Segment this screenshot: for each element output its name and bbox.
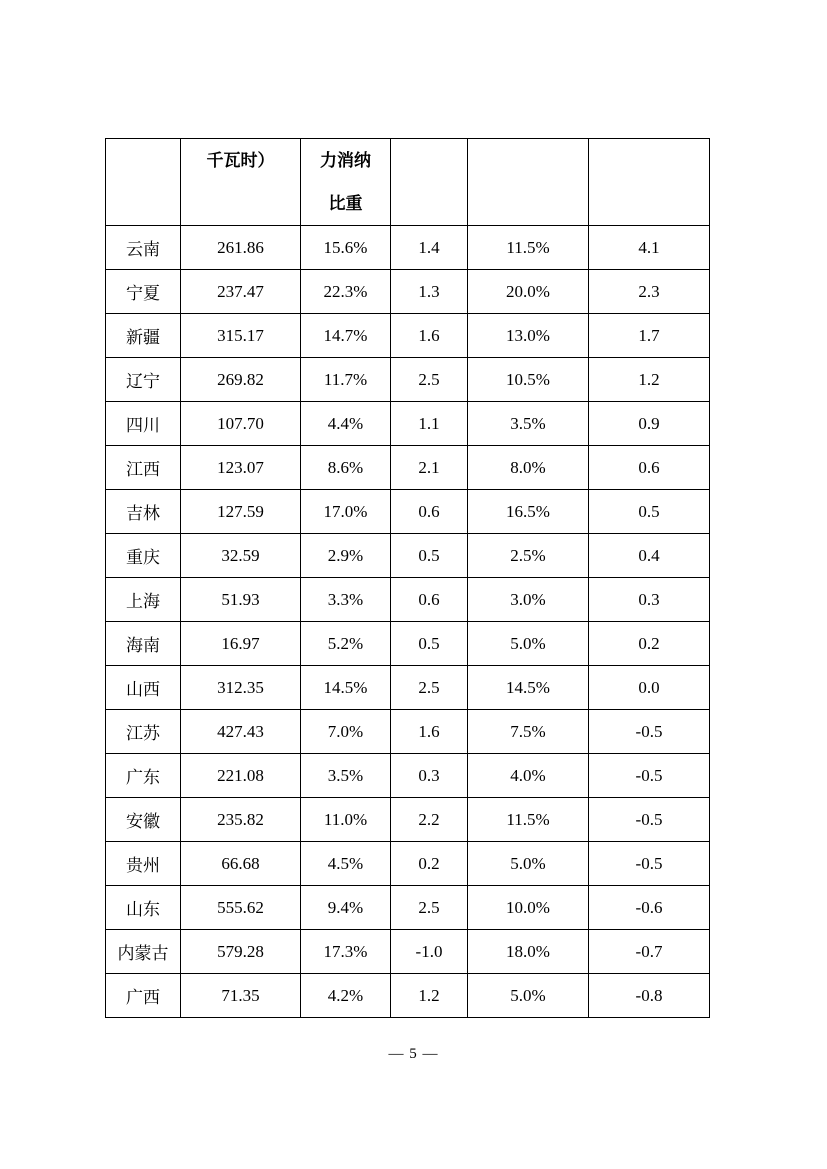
value-cell: 17.0%	[301, 490, 391, 534]
table-row	[106, 358, 710, 402]
value-cell: 5.0%	[468, 842, 589, 886]
value-cell: 123.07	[181, 446, 301, 490]
value-cell: 3.5%	[301, 754, 391, 798]
value-cell: 2.5	[391, 358, 468, 402]
value-cell: 4.2%	[301, 974, 391, 1018]
value-cell: 7.0%	[301, 710, 391, 754]
value-cell: 0.5	[391, 622, 468, 666]
header-line	[106, 139, 180, 182]
value-cell: 237.47	[181, 270, 301, 314]
data-table	[105, 138, 710, 1018]
header-cell	[301, 139, 391, 226]
value-cell: 71.35	[181, 974, 301, 1018]
province-cell: 江苏	[106, 710, 181, 754]
value-cell: 1.6	[391, 314, 468, 358]
province-cell: 海南	[106, 622, 181, 666]
table-row	[106, 314, 710, 358]
value-cell: 11.5%	[468, 798, 589, 842]
table-row	[106, 446, 710, 490]
province-cell: 安徽	[106, 798, 181, 842]
province-cell: 云南	[106, 226, 181, 270]
value-cell: 2.3	[589, 270, 710, 314]
table-row	[106, 270, 710, 314]
value-cell: 2.9%	[301, 534, 391, 578]
value-cell: 261.86	[181, 226, 301, 270]
page-number: — 5 —	[388, 1046, 439, 1062]
header-line	[468, 139, 588, 182]
table-row	[106, 710, 710, 754]
province-cell: 重庆	[106, 534, 181, 578]
province-cell: 广西	[106, 974, 181, 1018]
value-cell: 0.9	[589, 402, 710, 446]
value-cell: 8.6%	[301, 446, 391, 490]
value-cell: 427.43	[181, 710, 301, 754]
value-cell: 4.4%	[301, 402, 391, 446]
header-line	[181, 182, 300, 225]
value-cell: 2.5	[391, 886, 468, 930]
header-cell	[468, 139, 589, 226]
value-cell: -0.8	[589, 974, 710, 1018]
value-cell: -0.5	[589, 710, 710, 754]
value-cell: 0.0	[589, 666, 710, 710]
value-cell: 312.35	[181, 666, 301, 710]
value-cell: 315.17	[181, 314, 301, 358]
value-cell: 18.0%	[468, 930, 589, 974]
header-line	[589, 182, 709, 225]
table-header	[106, 139, 710, 226]
province-cell: 宁夏	[106, 270, 181, 314]
value-cell: 0.6	[391, 578, 468, 622]
value-cell: 579.28	[181, 930, 301, 974]
table-row	[106, 798, 710, 842]
value-cell: -1.0	[391, 930, 468, 974]
province-cell: 山西	[106, 666, 181, 710]
value-cell: 0.2	[589, 622, 710, 666]
table-row	[106, 974, 710, 1018]
province-cell: 江西	[106, 446, 181, 490]
value-cell: 2.1	[391, 446, 468, 490]
value-cell: 5.0%	[468, 622, 589, 666]
value-cell: 17.3%	[301, 930, 391, 974]
value-cell: 127.59	[181, 490, 301, 534]
value-cell: 10.5%	[468, 358, 589, 402]
value-cell: 0.2	[391, 842, 468, 886]
table-row	[106, 402, 710, 446]
table-row	[106, 930, 710, 974]
value-cell: 16.97	[181, 622, 301, 666]
value-cell: 5.2%	[301, 622, 391, 666]
header-cell	[589, 139, 710, 226]
value-cell: -0.5	[589, 754, 710, 798]
value-cell: -0.5	[589, 798, 710, 842]
value-cell: 14.7%	[301, 314, 391, 358]
header-line	[391, 139, 467, 182]
value-cell: 13.0%	[468, 314, 589, 358]
header-line: 千瓦时）	[206, 151, 275, 170]
value-cell: 11.7%	[301, 358, 391, 402]
value-cell: 0.5	[589, 490, 710, 534]
value-cell: 555.62	[181, 886, 301, 930]
value-cell: 8.0%	[468, 446, 589, 490]
value-cell: 11.0%	[301, 798, 391, 842]
table-row	[106, 578, 710, 622]
header-line: 比重	[328, 194, 363, 213]
value-cell: 1.2	[391, 974, 468, 1018]
table-row	[106, 666, 710, 710]
value-cell: 14.5%	[468, 666, 589, 710]
value-cell: 1.1	[391, 402, 468, 446]
value-cell: 3.3%	[301, 578, 391, 622]
value-cell: 0.3	[391, 754, 468, 798]
province-cell: 上海	[106, 578, 181, 622]
header-line	[391, 182, 467, 225]
value-cell: 2.5	[391, 666, 468, 710]
value-cell: 16.5%	[468, 490, 589, 534]
value-cell: 51.93	[181, 578, 301, 622]
value-cell: -0.6	[589, 886, 710, 930]
value-cell: 0.3	[589, 578, 710, 622]
value-cell: 1.3	[391, 270, 468, 314]
value-cell: 1.6	[391, 710, 468, 754]
table-body	[106, 226, 710, 1018]
header-row	[106, 139, 710, 226]
province-cell: 山东	[106, 886, 181, 930]
value-cell: 1.7	[589, 314, 710, 358]
table-row	[106, 842, 710, 886]
value-cell: 0.4	[589, 534, 710, 578]
value-cell: -0.5	[589, 842, 710, 886]
province-cell: 内蒙古	[106, 930, 181, 974]
value-cell: 5.0%	[468, 974, 589, 1018]
table-row	[106, 886, 710, 930]
value-cell: 10.0%	[468, 886, 589, 930]
value-cell: 11.5%	[468, 226, 589, 270]
header-cell	[391, 139, 468, 226]
value-cell: 1.2	[589, 358, 710, 402]
value-cell: 107.70	[181, 402, 301, 446]
value-cell: 22.3%	[301, 270, 391, 314]
value-cell: 32.59	[181, 534, 301, 578]
value-cell: 4.1	[589, 226, 710, 270]
table-row	[106, 534, 710, 578]
value-cell: 235.82	[181, 798, 301, 842]
value-cell: 0.6	[391, 490, 468, 534]
value-cell: 0.5	[391, 534, 468, 578]
header-cell	[106, 139, 181, 226]
province-cell: 新疆	[106, 314, 181, 358]
value-cell: 269.82	[181, 358, 301, 402]
province-cell: 广东	[106, 754, 181, 798]
table-row	[106, 226, 710, 270]
value-cell: 9.4%	[301, 886, 391, 930]
header-line	[468, 182, 588, 225]
value-cell: 0.6	[589, 446, 710, 490]
province-cell: 四川	[106, 402, 181, 446]
value-cell: 15.6%	[301, 226, 391, 270]
value-cell: 221.08	[181, 754, 301, 798]
value-cell: 7.5%	[468, 710, 589, 754]
table-row	[106, 490, 710, 534]
value-cell: 2.2	[391, 798, 468, 842]
value-cell: 20.0%	[468, 270, 589, 314]
value-cell: 4.5%	[301, 842, 391, 886]
header-line	[106, 182, 180, 225]
value-cell: 14.5%	[301, 666, 391, 710]
value-cell: -0.7	[589, 930, 710, 974]
table-row	[106, 754, 710, 798]
header-line	[589, 139, 709, 182]
header-line: 力消纳	[320, 151, 371, 170]
value-cell: 66.68	[181, 842, 301, 886]
value-cell: 2.5%	[468, 534, 589, 578]
header-cell	[181, 139, 301, 226]
value-cell: 1.4	[391, 226, 468, 270]
value-cell: 3.5%	[468, 402, 589, 446]
table-row	[106, 622, 710, 666]
province-cell: 贵州	[106, 842, 181, 886]
value-cell: 3.0%	[468, 578, 589, 622]
province-cell: 辽宁	[106, 358, 181, 402]
value-cell: 4.0%	[468, 754, 589, 798]
province-cell: 吉林	[106, 490, 181, 534]
